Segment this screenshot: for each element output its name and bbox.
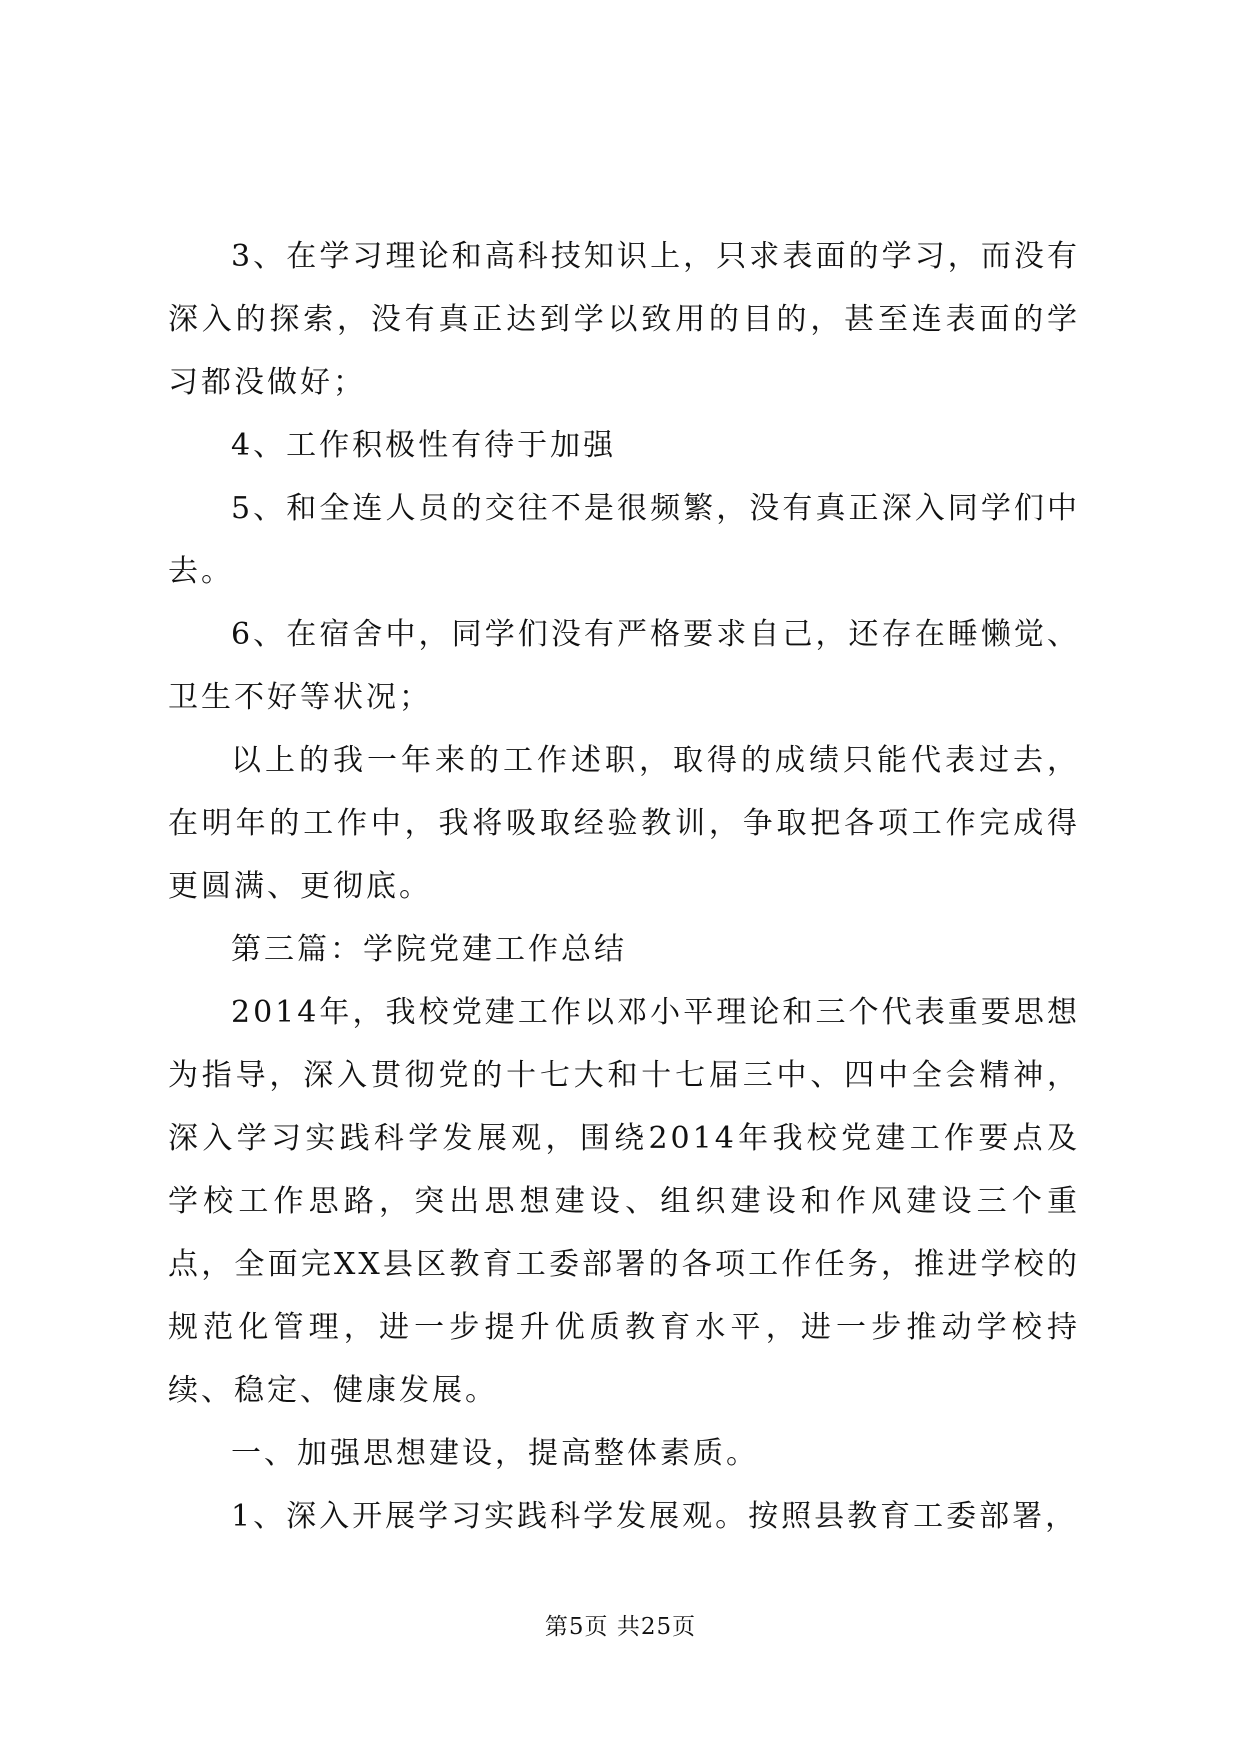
paragraph-item-1: 1、深入开展学习实践科学发展观。按照县教育工委部署， xyxy=(231,1499,1079,1534)
paragraph-item-3: 3、在学习理论和高科技知识上，只求表面的学习，而没有深入的探索，没有真正达到学以致用的目的，甚至连表面的学习都没做好； xyxy=(168,239,1080,400)
paragraph-intro-2014: 2014年，我校党建工作以邓小平理论和三个代表重要思想为指导，深入贯彻党的十七大和十七届三中、四中全会精神，深入学习实践科学发展观，围绕2014年我校党建工作要点及学校工作思路，突出思想建设、组织建设和作风建设三个重点，全面完XX县区教育工委部署的各项工作任务，推进学校的规范化管理，进一步提升优质教育水平，进一步推动学校持续、稳定、健康发展。 xyxy=(168,995,1080,1408)
paragraph-item-4: 4、工作积极性有待于加强 xyxy=(231,428,617,463)
document-body xyxy=(168,225,1080,1548)
paragraph-section-one: 一、加强思想建设，提高整体素质。 xyxy=(231,1436,759,1471)
section-heading: 第三篇：学院党建工作总结 xyxy=(231,932,627,967)
paragraph-item-5: 5、和全连人员的交往不是很频繁，没有真正深入同学们中去。 xyxy=(168,491,1080,589)
paragraph-item-6: 6、在宿舍中，同学们没有严格要求自己，还存在睡懒觉、卫生不好等状况； xyxy=(168,617,1080,715)
paragraph-summary: 以上的我一年来的工作述职，取得的成绩只能代表过去，在明年的工作中，我将吸取经验教训，争取把各项工作完成得更圆满、更彻底。 xyxy=(168,743,1080,904)
page-footer: 第5页 共25页 xyxy=(544,1614,697,1640)
